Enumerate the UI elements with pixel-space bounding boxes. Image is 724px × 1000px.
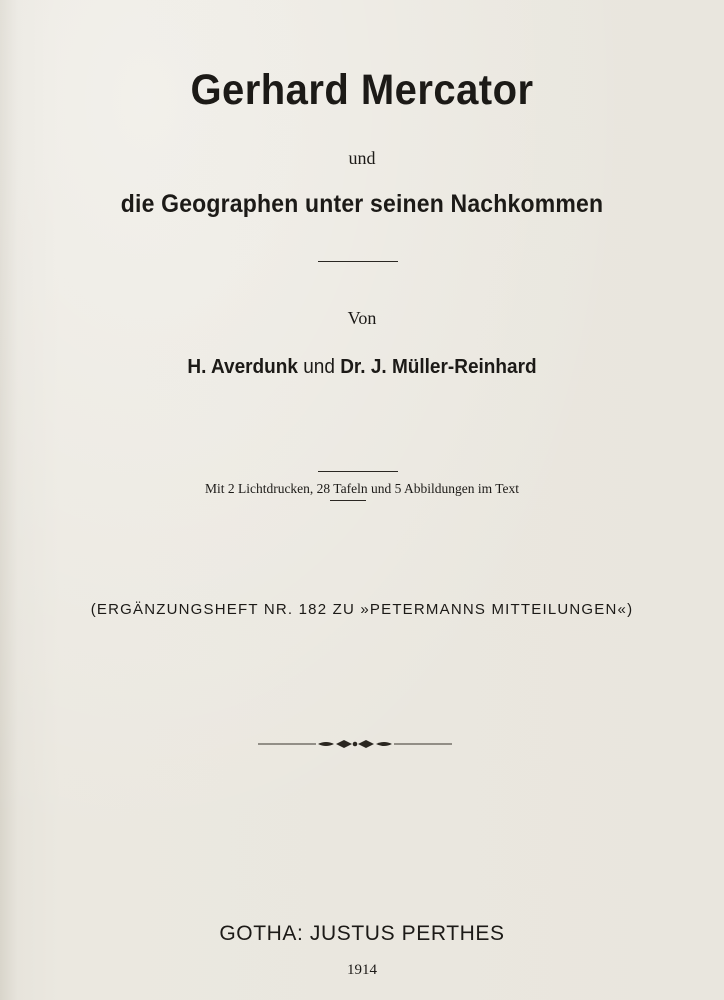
publication-year: 1914 — [347, 962, 377, 978]
book-title: Gerhard Mercator — [190, 66, 534, 114]
publisher-imprint: GOTHA: JUSTUS PERTHES — [219, 922, 505, 945]
divider-rule-top — [318, 261, 398, 262]
by-label: Von — [347, 308, 377, 328]
series-note: (ERGÄNZUNGSHEFT NR. 182 ZU »PETERMANNS MITTEILUNGEN«) — [90, 601, 634, 618]
title-conjunction: und — [348, 148, 376, 168]
ornament-divider — [0, 737, 724, 751]
author-averdunk: H. Averdunk — [187, 356, 298, 378]
book-subtitle: die Geographen unter seinen Nachkommen — [120, 190, 604, 218]
author-mueller-reinhard: Dr. J. Müller-Reinhard — [340, 356, 537, 378]
authors-line — [18, 356, 706, 379]
divider-rule-middle-top — [318, 471, 398, 472]
illustrations-note: Mit 2 Lichtdrucken, 28 Tafeln und 5 Abbildungen im Text — [204, 481, 520, 496]
authors-joiner: und — [303, 356, 335, 378]
divider-rule-middle-bottom — [330, 500, 366, 501]
